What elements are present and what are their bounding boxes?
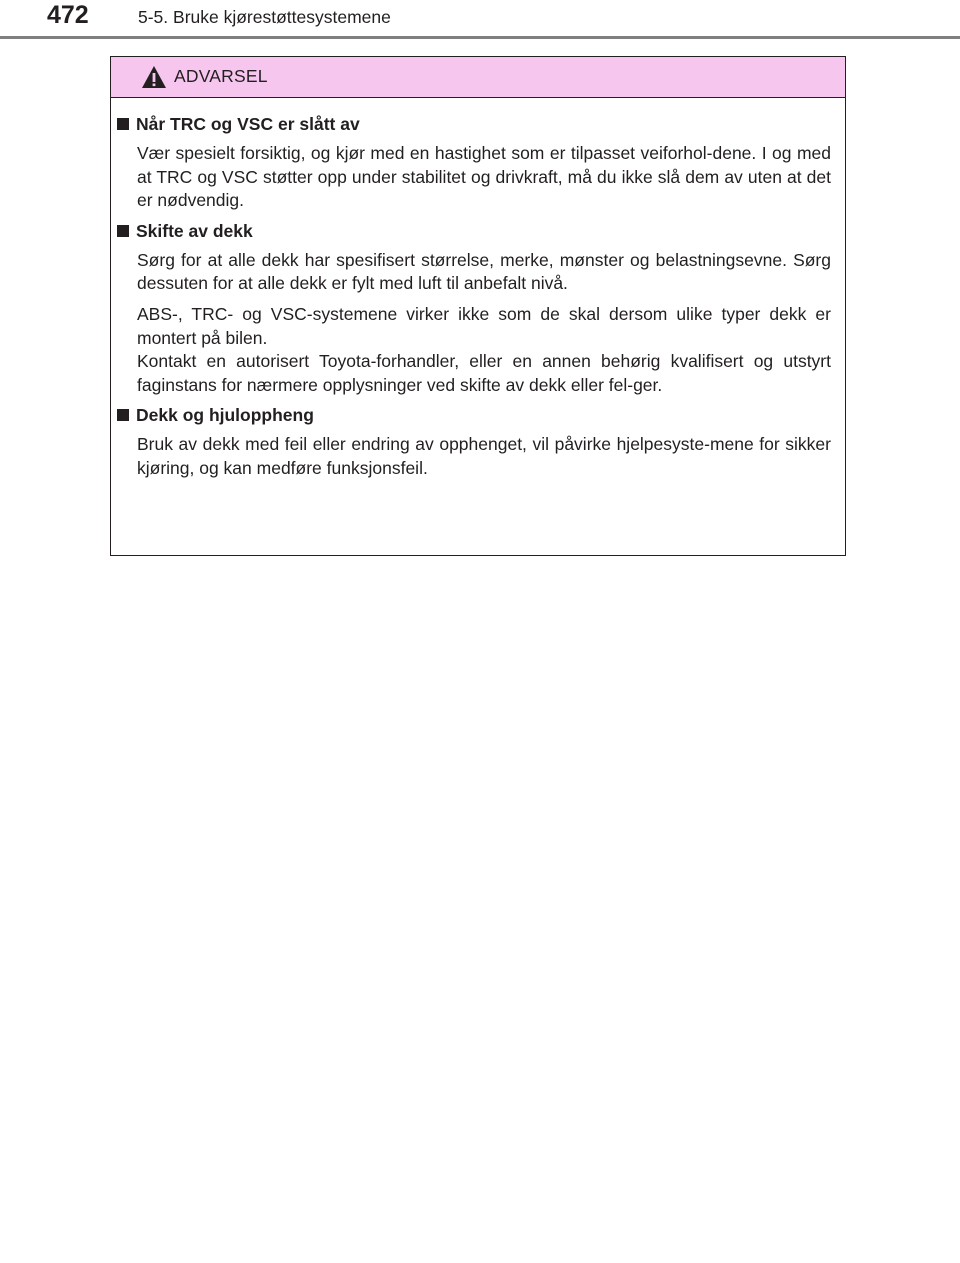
warning-item: [111, 113, 847, 213]
warning-triangle-icon: [141, 65, 167, 89]
item-paragraph: ABS-, TRC- og VSC-systemene virker ikke som de skal dersom ulike typer dekk er montert på bilen.: [137, 303, 831, 348]
item-paragraph: Sørg for at alle dekk har spesifisert størrelse, merke, mønster og belastningsevne. Sørg dessuten for at alle dekk er fylt med luft til anbefalt nivå.: [137, 249, 831, 294]
warning-item: [111, 220, 847, 398]
square-bullet-icon: [117, 225, 129, 237]
item-paragraph: Kontakt en autorisert Toyota-forhandler, eller en annen behørig kvalifisert og utstyrt faginstans for nærmere opplysninger ved skifte av dekk eller fel-ger.: [137, 351, 831, 395]
page-number: 472: [47, 1, 89, 29]
header-divider: [0, 36, 960, 39]
item-heading-text: Skifte av dekk: [136, 220, 253, 241]
item-paragraph: Vær spesielt forsiktig, og kjør med en hastighet som er tilpasset veiforhol-dene. I og med at TRC og VSC støtter opp under stabilitet og drivkraft, må du ikke slå dem av uten at det er nødvendig.: [137, 143, 831, 211]
item-heading: [111, 113, 847, 136]
square-bullet-icon: [117, 118, 129, 130]
section-title: 5-5. Bruke kjørestøttesystemene: [138, 7, 391, 27]
warning-box: [110, 56, 846, 556]
item-paragraph: Bruk av dekk med feil eller endring av opphenget, vil påvirke hjelpesyste-mene for sikker kjøring, og kan medføre funksjonsfeil.: [137, 434, 831, 478]
item-heading-text: Når TRC og VSC er slått av: [136, 114, 360, 134]
page-header: [0, 0, 960, 40]
warning-item: [111, 404, 847, 480]
square-bullet-icon: [117, 409, 129, 421]
warning-title: ADVARSEL: [174, 66, 268, 86]
warning-body: [111, 113, 847, 481]
item-heading: [111, 404, 847, 427]
warning-header: [111, 57, 845, 98]
item-heading-text: Dekk og hjuloppheng: [136, 405, 314, 426]
item-heading: [111, 220, 847, 243]
